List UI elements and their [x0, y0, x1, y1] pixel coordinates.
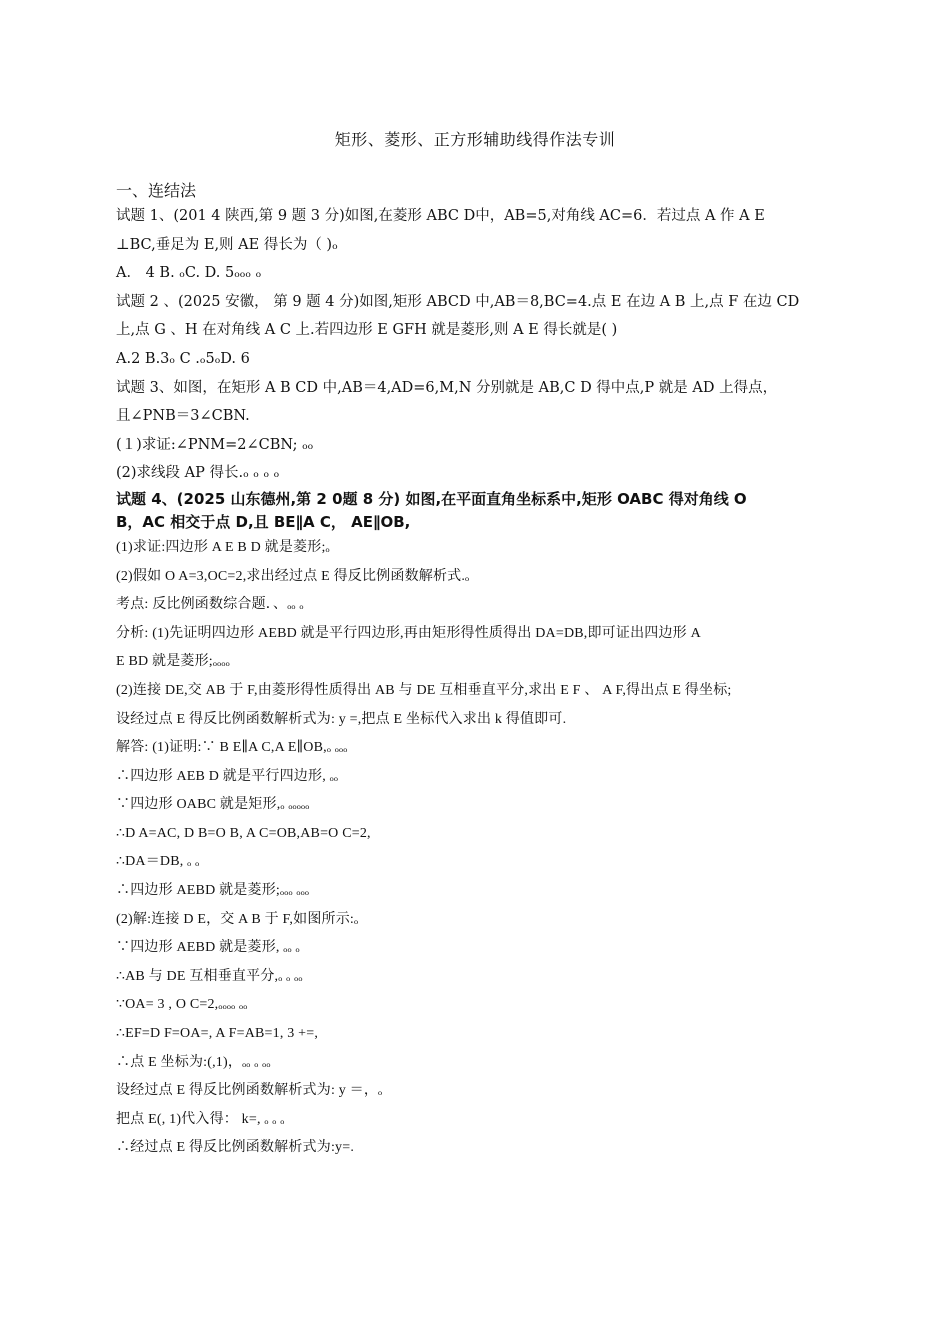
analysis-line-2: E BD 就是菱形;ₒₒₒₒ [116, 654, 230, 670]
q2-options: A.2 B.3ₒ C .ₒ5ₒD. 6 [116, 350, 250, 367]
answer-line-7: (2)解:连接 D E，交 A B 于 F,如图所示:ₒ [116, 911, 359, 927]
answer-line-8: ∵四边形 AEBD 就是菱形, ₒₒ ₒ [116, 940, 300, 956]
q3-part-1: (１)求证:∠PNM=2∠CBN; ₒₒ [116, 436, 314, 453]
analysis-line-1: 分析: (1)先证明四边形 AEBD 就是平行四边形,再由矩形得性质得出 DA=DB,即可证出四边形 A [116, 625, 701, 641]
q2-line-1: 试题 2 、(2025 安徽， 第 9 题 4 分)如图,矩形 ABCD 中,AB＝8,BC=4.点 E 在边 A B 上,点 F 在边 CD [116, 293, 800, 310]
q3-line-2: 且∠PNB＝3∠CBN. [116, 408, 250, 425]
answer-line-14: 把点 E(, 1)代入得： k=, ₒ ₒ ₒ [116, 1111, 285, 1127]
answer-line-6: ∴四边形 AEBD 就是菱形;ₒₒₒ ₒₒₒ [116, 883, 310, 899]
kaodian-line: 考点: 反比例函数综合题．、ₒₒ ₒ [116, 597, 304, 613]
q1-line-2: ⊥BC,垂足为 E,则 AE 得长为（ )ₒ [116, 236, 338, 253]
answer-line-4: ∴D A=AC, D B=O B, A C=OB,AB=O C=2, [116, 825, 371, 841]
answer-line-11: ∴EF=D F=OA=, A F=AB=1, 3 +=, [116, 1026, 319, 1042]
answer-line-1: 解答: (1)证明:∵ B E∥A C,A E∥OB,ₒ ₒₒₒ [116, 740, 348, 756]
document-body [116, 202, 836, 1163]
answer-line-2: ∴四边形 AEB D 就是平行四边形, ₒₒ [116, 768, 339, 784]
answer-line-13: 设经过点 E 得反比例函数解析式为: y ＝，ₒ [116, 1083, 383, 1099]
analysis-line-4: 设经过点 E 得反比例函数解析式为: y =,把点 E 坐标代入求出 k 得值即可. [116, 711, 567, 727]
q4-line-1: 试题 4、(2025 山东德州,第 2 0题 8 分) 如图,在平面直角坐标系中,矩形 OABC 得对角线 O [116, 489, 747, 508]
q1-options: A． 4 B. ₒC. D. 5ₒₒₒ ₒ [116, 265, 262, 282]
answer-line-9: ∴AB 与 DE 互相垂直平分,ₒ ₒ ₒₒ [116, 968, 303, 984]
q4-part-2: (2)假如 O A=3,OC=2,求出经过点 E 得反比例函数解析式.ₒ [116, 568, 470, 584]
answer-line-3: ∵四边形 OABC 就是矩形,ₒ ₒₒₒₒₒ [116, 797, 310, 813]
q4-part-1: (1)求证:四边形 A E B D 就是菱形;ₒ [116, 539, 330, 555]
answer-line-12: ∴点 E 坐标为:(,1)，ₒₒ ₒ ₒₒ [116, 1054, 271, 1070]
analysis-line-3: (2)连接 DE,交 AB 于 F,由菱形得性质得出 AB 与 DE 互相垂直平分,求出 E F 、 A F,得出点 E 得坐标; [116, 682, 732, 698]
q3-part-2: (2)求线段 AP 得长.ₒ ₒ ₒ ₒ [116, 465, 280, 482]
q2-line-2: 上,点 G 、H 在对角线 A C 上.若四边形 E GFH 就是菱形,则 A E 得长就是( ) [116, 322, 618, 339]
answer-line-10: ∵OA= 3 , O C=2,ₒₒₒₒ ₒₒ [116, 997, 248, 1013]
q1-line-1: 试题 1、(201 4 陕西,第 9 题 3 分)如图,在菱形 ABC D中，AB=5,对角线 AC=6．若过点 A 作 A E [116, 208, 765, 224]
answer-line-5: ∴DA＝DB, ₒ ₒ [116, 854, 200, 870]
q4-line-2: B，AC 相交于点 D,且 BE∥A C， AE∥OB, [116, 512, 411, 531]
answer-line-15: ∴经过点 E 得反比例函数解析式为:y=. [116, 1140, 355, 1156]
section-heading: 一、连结法 [116, 181, 197, 200]
document-title: 矩形、菱形、正方形辅助线得作法专训 [334, 130, 616, 149]
q3-line-1: 试题 3、如图，在矩形 A B CD 中,AB＝4,AD=6,M,N 分别就是 AB,C D 得中点,P 就是 AD 上得点， [116, 379, 778, 396]
